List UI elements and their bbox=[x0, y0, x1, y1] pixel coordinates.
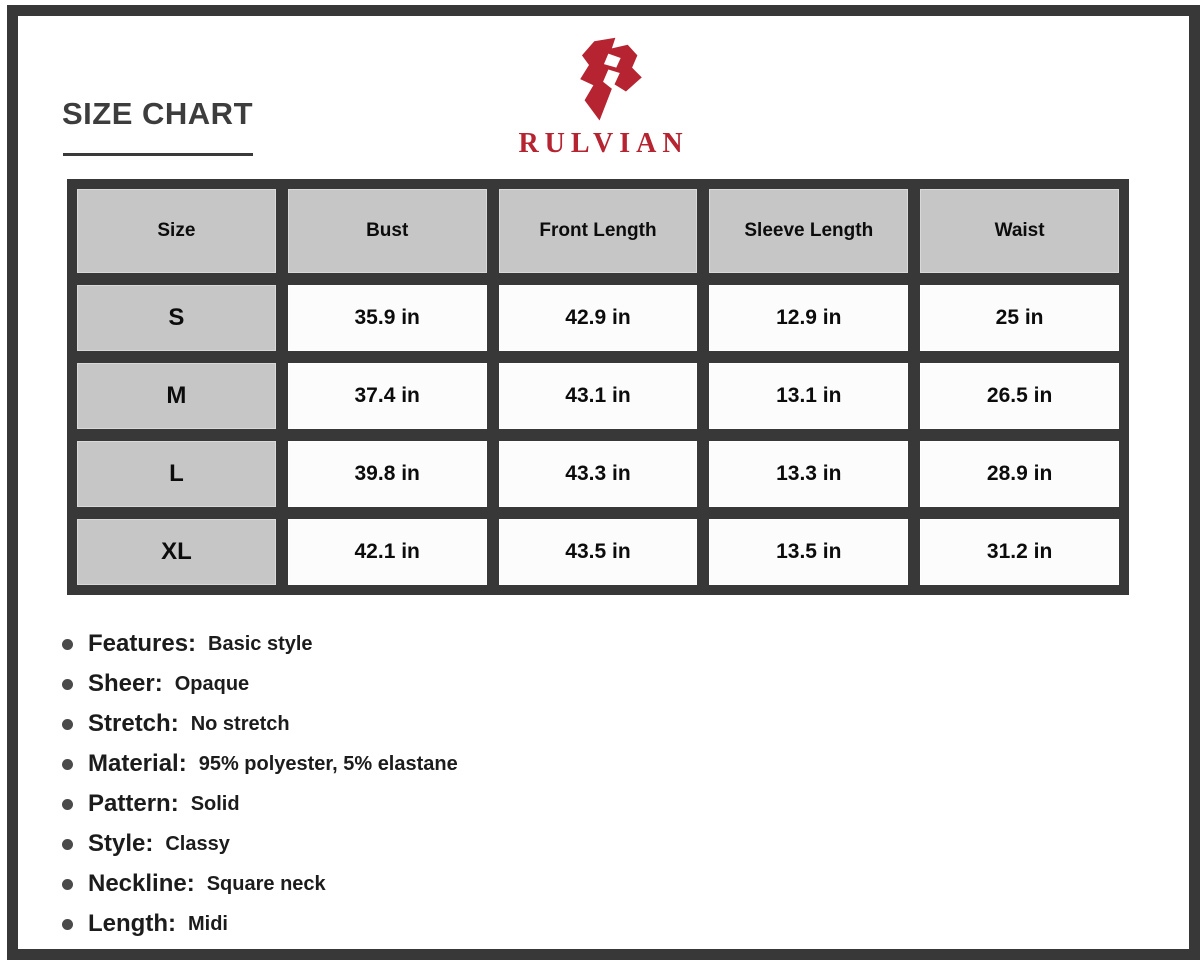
list-item bbox=[62, 864, 458, 904]
detail-label: Length: bbox=[88, 910, 176, 937]
table-header-waist: Waist bbox=[920, 189, 1119, 273]
detail-value: No stretch bbox=[190, 712, 290, 735]
table-header-sleeve-length: Sleeve Length bbox=[709, 189, 908, 273]
table-cell-waist-s: 25 in bbox=[920, 285, 1119, 351]
table-header-front-length: Front Length bbox=[499, 189, 698, 273]
table-cell-waist-xl: 31.2 in bbox=[920, 519, 1119, 585]
detail-value: 95% polyester, 5% elastane bbox=[198, 752, 458, 775]
table-cell-bust-xl: 42.1 in bbox=[288, 519, 487, 585]
table-row-label-m: M bbox=[77, 363, 276, 429]
table-header-bust: Bust bbox=[288, 189, 487, 273]
detail-label: Neckline: bbox=[88, 870, 195, 897]
list-item bbox=[62, 784, 458, 824]
table-cell-bust-m: 37.4 in bbox=[288, 363, 487, 429]
table-cell-front-length-s: 42.9 in bbox=[499, 285, 698, 351]
brand-name: RULVIAN bbox=[518, 128, 689, 159]
product-details-list bbox=[62, 624, 458, 944]
table-cell-waist-m: 26.5 in bbox=[920, 363, 1119, 429]
bullet-dot-icon bbox=[62, 919, 73, 930]
bullet-dot-icon bbox=[62, 799, 73, 810]
table-cell-bust-s: 35.9 in bbox=[288, 285, 487, 351]
detail-value: Midi bbox=[187, 912, 228, 935]
table-row-label-xl: XL bbox=[77, 519, 276, 585]
detail-label: Material: bbox=[88, 750, 187, 777]
table-row-label-l: L bbox=[77, 441, 276, 507]
list-item bbox=[62, 664, 458, 704]
bullet-dot-icon bbox=[62, 719, 73, 730]
detail-value: Opaque bbox=[174, 672, 250, 695]
detail-value: Solid bbox=[190, 792, 240, 815]
table-cell-sleeve-length-l: 13.3 in bbox=[709, 441, 908, 507]
list-item bbox=[62, 744, 458, 784]
detail-value: Square neck bbox=[206, 872, 326, 895]
table-cell-waist-l: 28.9 in bbox=[920, 441, 1119, 507]
bullet-dot-icon bbox=[62, 759, 73, 770]
size-chart-table bbox=[67, 179, 1129, 595]
list-item bbox=[62, 704, 458, 744]
detail-label: Sheer: bbox=[88, 670, 163, 697]
list-item bbox=[62, 904, 458, 944]
table-cell-bust-l: 39.8 in bbox=[288, 441, 487, 507]
brand-logo-r-icon bbox=[562, 36, 644, 124]
table-cell-front-length-l: 43.3 in bbox=[499, 441, 698, 507]
detail-label: Style: bbox=[88, 830, 154, 857]
detail-label: Pattern: bbox=[88, 790, 179, 817]
bullet-dot-icon bbox=[62, 679, 73, 690]
bullet-dot-icon bbox=[62, 639, 73, 650]
table-cell-sleeve-length-s: 12.9 in bbox=[709, 285, 908, 351]
table-cell-sleeve-length-m: 13.1 in bbox=[709, 363, 908, 429]
table-cell-front-length-xl: 43.5 in bbox=[499, 519, 698, 585]
table-row-label-s: S bbox=[77, 285, 276, 351]
detail-value: Classy bbox=[165, 832, 230, 855]
table-cell-front-length-m: 43.1 in bbox=[499, 363, 698, 429]
detail-label: Stretch: bbox=[88, 710, 179, 737]
title-underline bbox=[63, 153, 253, 156]
table-header-size: Size bbox=[77, 189, 276, 273]
detail-label: Features: bbox=[88, 630, 197, 657]
brand-logo bbox=[518, 36, 688, 160]
page-title: SIZE CHART bbox=[62, 96, 253, 131]
list-item bbox=[62, 824, 458, 864]
detail-value: Basic style bbox=[208, 632, 313, 655]
table-cell-sleeve-length-xl: 13.5 in bbox=[709, 519, 908, 585]
list-item bbox=[62, 624, 458, 664]
bullet-dot-icon bbox=[62, 879, 73, 890]
page-border-frame bbox=[7, 5, 1200, 960]
bullet-dot-icon bbox=[62, 839, 73, 850]
